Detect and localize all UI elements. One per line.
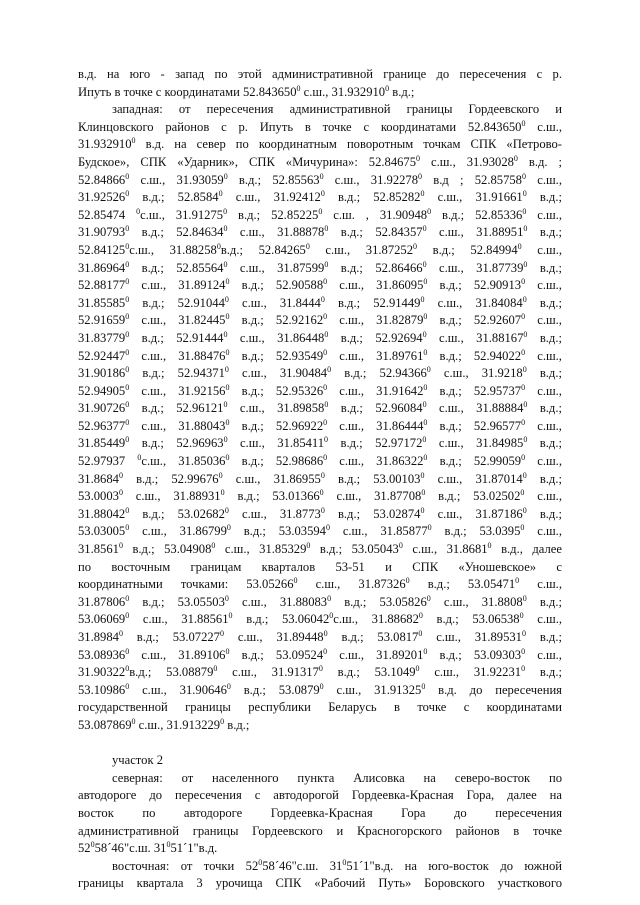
paragraph-eastern-start: восточная: от точки $52^058´46"с.ш$. $31^051´1"в.д$. на юго-восток до южной xyxy=(112,857,562,873)
degree-mark: 0 xyxy=(90,840,95,850)
text-line: 31.90793$^0$ в.д.; 52.84634$^0$ с.ш., 31.88878$^0$ в.д.; 52.84357$^0$ с.ш., 31.88951$^0$ в.д.; xyxy=(78,224,562,240)
degree-mark: 0 xyxy=(211,541,216,551)
text-line: 52.88177$^0$ с.ш., 31.89124$^0$ в.д.; 52.90588$^0$ с.ш., 31.86095$^0$ в.д.; 52.90913$^0$ с.ш., xyxy=(78,277,562,293)
degree-mark: 0 xyxy=(521,171,526,181)
degree-mark: 0 xyxy=(223,400,228,410)
degree-mark: 0 xyxy=(323,382,328,392)
degree-mark: 0 xyxy=(426,593,431,603)
degree-mark: 0 xyxy=(306,541,311,551)
degree-mark: 0 xyxy=(226,523,231,533)
degree-mark: 0 xyxy=(118,488,123,498)
text-line: 31.90322$^0$в.д.; 53.08879$^0$ с.ш., 31.91317$^0$ в.д.; 53.1049$^0$ с.ш., 31.92231$^0$ в.д.; xyxy=(78,664,562,680)
paragraph-western-start: западная: от пересечения административной границы Гордеевского и xyxy=(112,102,562,117)
degree-mark: 0 xyxy=(523,259,528,269)
degree-mark: 0 xyxy=(423,453,428,463)
text-line: 31.8561$^0$ в.д.; 53.04908$^0$ с.ш., 31.85329$^0$ в.д.; 53.05043$^0$ с.ш., 31.8681$^0$ в.д., далее xyxy=(78,541,562,557)
degree-mark: 0 xyxy=(131,136,136,146)
degree-mark: 0 xyxy=(125,312,130,322)
degree-mark: 0 xyxy=(319,681,324,691)
degree-mark: 0 xyxy=(131,716,136,726)
degree-mark: 0 xyxy=(220,488,225,498)
degree-mark: 0 xyxy=(521,417,526,427)
degree-mark: 0 xyxy=(423,417,428,427)
degree-mark: 0 xyxy=(521,312,526,322)
degree-mark: 0 xyxy=(420,294,425,304)
degree-mark: 0 xyxy=(521,118,526,128)
degree-mark: 0 xyxy=(320,294,325,304)
degree-mark: 0 xyxy=(418,171,423,181)
text-line: 31.90186$^0$ в.д.; 52.94371$^0$ с.ш., 31.90484$^0$ в.д.; 52.94366$^0$ с.ш., 31.9218$^0$ в.д.; xyxy=(78,365,562,381)
degree-mark: 0 xyxy=(137,453,142,463)
degree-mark: 0 xyxy=(223,224,228,234)
text-line: 31.86964$^0$ в.д.; 52.85564$^0$ с.ш., 31.87599$^0$ в.д.; 52.86466$^0$ с.ш., 31.87739$^0$ в.д.; xyxy=(78,259,562,275)
degree-mark: 0 xyxy=(420,505,425,515)
degree-mark: 0 xyxy=(522,189,527,199)
degree-mark: 0 xyxy=(422,400,427,410)
degree-mark: 0 xyxy=(319,488,324,498)
degree-mark: 0 xyxy=(418,611,423,621)
degree-mark: 0 xyxy=(225,417,230,427)
degree-mark: 0 xyxy=(523,224,528,234)
degree-mark: 0 xyxy=(413,241,418,251)
degree-mark: 0 xyxy=(522,505,527,515)
text-line: Клинцовского районов с р. Ипуть в точке с координатами 52.843650$^0$ с.ш., xyxy=(78,118,562,134)
degree-mark: 0 xyxy=(228,611,233,621)
degree-mark: 0 xyxy=(125,417,130,427)
degree-mark: 0 xyxy=(125,294,130,304)
degree-mark: 0 xyxy=(423,312,428,322)
degree-mark: 0 xyxy=(225,453,230,463)
degree-mark: 0 xyxy=(223,435,228,445)
degree-mark: 0 xyxy=(405,576,410,586)
degree-mark: 0 xyxy=(225,646,230,656)
text-line: автодороге до пересечения с автодорогой Гордеевка-Красная Гора, далее на xyxy=(78,788,562,803)
text-line: 52.85474 $^0$с.ш., 31.91275$^0$ в.д.; 52.85225$^0$ с.ш. , 31.90948$^0$ в.д.; 52.85336$^0$ с.ш., xyxy=(78,206,563,222)
text-line: 53.06069$^0$ с.ш., 31.88561$^0$ в.д.; 53.06042$^0$с.ш., 31.88682$^0$ в.д.; 53.06538$^0$ с.ш., xyxy=(78,611,562,627)
degree-mark: 0 xyxy=(324,224,329,234)
degree-mark: 0 xyxy=(323,347,328,357)
degree-mark: 0 xyxy=(521,629,526,638)
degree-mark: 0 xyxy=(218,470,223,480)
degree-mark: 0 xyxy=(323,629,328,638)
degree-mark: 0 xyxy=(323,646,328,656)
text-line: 52.84125$^0$с.ш., 31.88258$^0$в.д.; 52.84265$^0$ с.ш., 31.87252$^0$ в.д.; 52.84994$^0$ с.ш., xyxy=(78,241,562,257)
degree-mark: 0 xyxy=(519,611,524,621)
text-line: 31.90726$^0$ в.д.; 52.96121$^0$ с.ш., 31.89858$^0$ в.д.; 52.96084$^0$ с.ш., 31.88884$^0$ в.д.; xyxy=(78,400,562,416)
degree-mark: 0 xyxy=(522,294,527,304)
text-line: 52.97937 $^0$с.ш., 31.85036$^0$ в.д.; 52.98686$^0$ с.ш., 31.86322$^0$ в.д.; 52.99059$^0$ с.ш., xyxy=(78,453,562,469)
degree-mark: 0 xyxy=(521,646,526,656)
degree-mark: 0 xyxy=(125,329,130,339)
paragraph-northern-start: северная: от населенного пункта Алисовка на северо-восток по xyxy=(112,770,562,785)
degree-mark: 0 xyxy=(522,470,527,480)
degree-mark: 0 xyxy=(318,206,323,216)
degree-mark: 0 xyxy=(320,189,325,199)
text-line: государственной границы республики Беларусь в точке с координатами xyxy=(78,700,562,715)
degree-mark: 0 xyxy=(225,347,230,357)
degree-mark: 0 xyxy=(323,277,328,287)
degree-mark: 0 xyxy=(422,224,427,234)
text-line: границы квартала 3 урочища СПК «Рабочий Путь» Боровского участкового xyxy=(78,876,562,891)
degree-mark: 0 xyxy=(258,857,263,867)
degree-mark: 0 xyxy=(329,611,334,621)
degree-mark: 0 xyxy=(125,681,130,691)
degree-mark: 0 xyxy=(296,83,301,93)
degree-mark: 0 xyxy=(125,259,130,269)
degree-mark: 0 xyxy=(421,488,426,498)
degree-mark: 0 xyxy=(523,435,528,445)
degree-mark: 0 xyxy=(125,277,130,287)
text-line: 31.932910$^0$ в.д. на север по координатным поворотным точкам СПК «Петрово- xyxy=(78,136,562,152)
degree-mark: 0 xyxy=(521,453,526,463)
degree-mark: 0 xyxy=(423,382,428,392)
text-line: Будское», СПК «Ударник», СПК «Мичурина»: 52.84675$^0$ с.ш., 31.93028$^0$ в.д. ; xyxy=(78,153,562,169)
degree-mark: 0 xyxy=(422,259,427,269)
degree-mark: 0 xyxy=(118,541,123,551)
degree-mark: 0 xyxy=(520,523,525,533)
degree-mark: 0 xyxy=(225,277,230,287)
degree-mark: 0 xyxy=(125,171,130,181)
text-line: 53.10986$^0$ с.ш., 31.90646$^0$ в.д.; 53.0879$^0$ с.ш., 31.91325$^0$ в.д. до пересечения xyxy=(78,681,562,697)
text-line: 52.84866$^0$ с.ш., 31.93059$^0$ в.д.; 52.85563$^0$ с.ш., 31.92278$^0$ в.д ; 52.85758$^0$ с.ш., xyxy=(78,171,562,187)
degree-mark: 0 xyxy=(125,382,130,392)
degree-mark: 0 xyxy=(423,347,428,357)
degree-mark: 0 xyxy=(125,523,130,533)
degree-mark: 0 xyxy=(219,629,224,638)
degree-mark: 0 xyxy=(125,593,130,603)
degree-mark: 0 xyxy=(426,365,431,375)
degree-mark: 0 xyxy=(420,189,425,199)
degree-mark: 0 xyxy=(125,435,130,445)
degree-mark: 0 xyxy=(323,312,328,322)
degree-mark: 0 xyxy=(305,241,310,251)
degree-mark: 0 xyxy=(223,171,228,181)
degree-mark: 0 xyxy=(125,365,130,375)
degree-mark: 0 xyxy=(327,593,332,603)
text-line: 53.087869$^0$ с.ш., 31.913229$^0$ в.д.; xyxy=(78,716,250,732)
degree-mark: 0 xyxy=(323,417,328,427)
degree-mark: 0 xyxy=(422,435,427,445)
text-line: в.д. на юго - запад по этой административной границе до пересечения с р. xyxy=(78,67,562,81)
degree-mark: 0 xyxy=(293,576,298,586)
text-line: 31.85585$^0$ в.д.; 52.91044$^0$ с.ш., 31.8444$^0$ в.д.; 52.91449$^0$ с.ш., 31.84084$^0$ в.д.; xyxy=(78,294,562,310)
degree-mark: 0 xyxy=(420,470,425,480)
degree-mark: 0 xyxy=(226,681,231,691)
degree-mark: 0 xyxy=(224,365,229,375)
text-line: 53.08936$^0$ с.ш., 31.89106$^0$ в.д.; 53.09524$^0$ с.ш., 31.89201$^0$ в.д.; 53.09303$^0$ с.ш., xyxy=(78,646,562,662)
degree-mark: 0 xyxy=(523,400,528,410)
degree-mark: 0 xyxy=(216,241,221,251)
degree-mark: 0 xyxy=(427,206,432,216)
text-line: 52.96377$^0$ с.ш., 31.88043$^0$ в.д.; 52.96922$^0$ с.ш., 31.86444$^0$ в.д.; 52.96577$^0$ с.ш., xyxy=(78,417,562,433)
degree-mark: 0 xyxy=(225,312,230,322)
degree-mark: 0 xyxy=(223,259,228,269)
degree-mark: 0 xyxy=(521,664,526,674)
degree-mark: 0 xyxy=(324,400,329,410)
text-line: $52^058´46"с.ш$. $31^051´1"в.д$. xyxy=(78,840,218,856)
degree-mark: 0 xyxy=(416,153,421,163)
degree-mark: 0 xyxy=(223,329,228,339)
degree-mark: 0 xyxy=(487,541,492,551)
degree-mark: 0 xyxy=(125,646,130,656)
degree-mark: 0 xyxy=(385,83,390,93)
degree-mark: 0 xyxy=(125,505,130,515)
text-line: координатными точками: 53.05266$^0$ с.ш., 31.87326$^0$ в.д.; 53.05471$^0$ с.ш., xyxy=(78,576,562,592)
degree-mark: 0 xyxy=(427,523,432,533)
text-line: 52.94905$^0$ с.ш., 31.92156$^0$ в.д.; 52.95326$^0$ с.ш., 31.91642$^0$ в.д.; 52.95737$^0$ с.ш., xyxy=(78,382,562,398)
text-line: 31.8984$^0$ в.д.; 53.07227$^0$ с.ш., 31.89448$^0$ в.д.; 53.0817$^0$ с.ш., 31.89531$^0$ в.д.; xyxy=(78,629,562,644)
degree-mark: 0 xyxy=(522,593,527,603)
degree-mark: 0 xyxy=(523,329,528,339)
degree-mark: 0 xyxy=(415,664,420,674)
degree-mark: 0 xyxy=(125,664,130,674)
text-line: 52.91659$^0$ с.ш., 31.82445$^0$ в.д.; 52.92162$^0$ с.ш., 31.82879$^0$ в.д.; 52.92607$^0$ с.ш., xyxy=(78,312,562,328)
document-page xyxy=(78,66,562,893)
degree-mark: 0 xyxy=(520,488,525,498)
degree-mark: 0 xyxy=(125,347,130,357)
degree-mark: 0 xyxy=(224,294,229,304)
degree-mark: 0 xyxy=(323,453,328,463)
degree-mark: 0 xyxy=(325,523,330,533)
text-line: 31.87806$^0$ в.д.; 53.05503$^0$ с.ш., 31.88083$^0$ в.д.; 53.05826$^0$ с.ш., 31.8808$^0$ в.д.; xyxy=(78,593,562,609)
text-line: 31.92526$^0$ в.д.; 52.8584$^0$ с.ш., 31.92412$^0$ в.д.; 52.85282$^0$ с.ш., 31.91661$^0$ в.д.; xyxy=(78,189,562,205)
text-line: 31.85449$^0$ в.д.; 52.96963$^0$ с.ш., 31.85411$^0$ в.д.; 52.97172$^0$ с.ш., 31.84985$^0$ в.д.; xyxy=(78,435,562,451)
degree-mark: 0 xyxy=(125,241,130,251)
degree-mark: 0 xyxy=(318,664,323,674)
text-line: Ипуть в точке с координатами 52.843650$^0$ с.ш., 31.932910$^0$ в.д.; xyxy=(78,83,415,99)
blank-line xyxy=(78,735,562,753)
degree-mark: 0 xyxy=(513,153,518,163)
degree-mark: 0 xyxy=(125,189,130,199)
degree-mark: 0 xyxy=(224,593,229,603)
degree-mark: 0 xyxy=(521,382,526,392)
degree-mark: 0 xyxy=(418,629,423,638)
degree-mark: 0 xyxy=(225,382,230,392)
degree-mark: 0 xyxy=(423,646,428,656)
degree-mark: 0 xyxy=(522,365,527,375)
degree-mark: 0 xyxy=(522,206,527,216)
degree-mark: 0 xyxy=(166,840,171,850)
degree-mark: 0 xyxy=(213,664,218,674)
degree-mark: 0 xyxy=(320,470,325,480)
text-line: 31.8684$^0$ в.д.; 52.99676$^0$ с.ш., 31.86955$^0$ в.д.; 53.00103$^0$ с.ш., 31.87014$^0$ в.д.; xyxy=(78,470,562,486)
text-line: 53.03005$^0$ с.ш., 31.86799$^0$ в.д.; 53.03594$^0$ с.ш., 31.85877$^0$ в.д.; 53.0395$^0$ с.ш., xyxy=(78,523,562,539)
section-heading: участок 2 xyxy=(112,753,164,768)
degree-mark: 0 xyxy=(223,206,228,216)
text-line: 52.92447$^0$ с.ш., 31.88476$^0$ в.д.; 52.93549$^0$ с.ш., 31.89761$^0$ в.д.; 52.94022$^0$ с.ш., xyxy=(78,347,562,363)
degree-mark: 0 xyxy=(220,716,225,726)
degree-mark: 0 xyxy=(118,470,123,480)
degree-mark: 0 xyxy=(118,629,123,638)
degree-mark: 0 xyxy=(324,435,329,445)
degree-mark: 0 xyxy=(125,611,130,621)
degree-mark: 0 xyxy=(342,857,347,867)
degree-mark: 0 xyxy=(324,329,329,339)
degree-mark: 0 xyxy=(327,365,332,375)
degree-mark: 0 xyxy=(125,224,130,234)
degree-mark: 0 xyxy=(422,329,427,339)
degree-mark: 0 xyxy=(320,505,325,515)
text-line: 31.88042$^0$ в.д.; 53.02682$^0$ с.ш., 31.8773$^0$ в.д.; 53.02874$^0$ с.ш., 31.87186$^0$ в.д.; xyxy=(78,505,562,521)
degree-mark: 0 xyxy=(423,277,428,287)
degree-mark: 0 xyxy=(398,541,403,551)
degree-mark: 0 xyxy=(515,576,520,586)
text-line: по восточным границам кварталов 53-51 и СПК «Уношевское» с xyxy=(78,559,562,574)
degree-mark: 0 xyxy=(521,347,526,357)
degree-mark: 0 xyxy=(125,400,130,410)
degree-mark: 0 xyxy=(324,259,329,269)
text-line: 53.0003$^0$ с.ш., 31.88931$^0$ в.д.; 53.01366$^0$ с.ш., 31.87708$^0$ в.д.; 53.02502$^0$ с.ш., xyxy=(78,488,562,504)
degree-mark: 0 xyxy=(517,241,522,251)
degree-mark: 0 xyxy=(218,189,223,199)
degree-mark: 0 xyxy=(319,171,324,181)
degree-mark: 0 xyxy=(421,681,426,691)
degree-mark: 0 xyxy=(224,505,229,515)
text-line: 31.83779$^0$ в.д.; 52.91444$^0$ с.ш., 31.86448$^0$ в.д.; 52.92694$^0$ с.ш., 31.88167$^0$ в.д.; xyxy=(78,329,562,345)
degree-mark: 0 xyxy=(136,206,141,216)
text-line: административной границы Гордеевского и Красногорского районов в точке xyxy=(78,823,562,838)
degree-mark: 0 xyxy=(521,277,526,287)
text-line: восток по автодороге Гордеевка-Красная Гора до пересечения xyxy=(78,805,562,820)
